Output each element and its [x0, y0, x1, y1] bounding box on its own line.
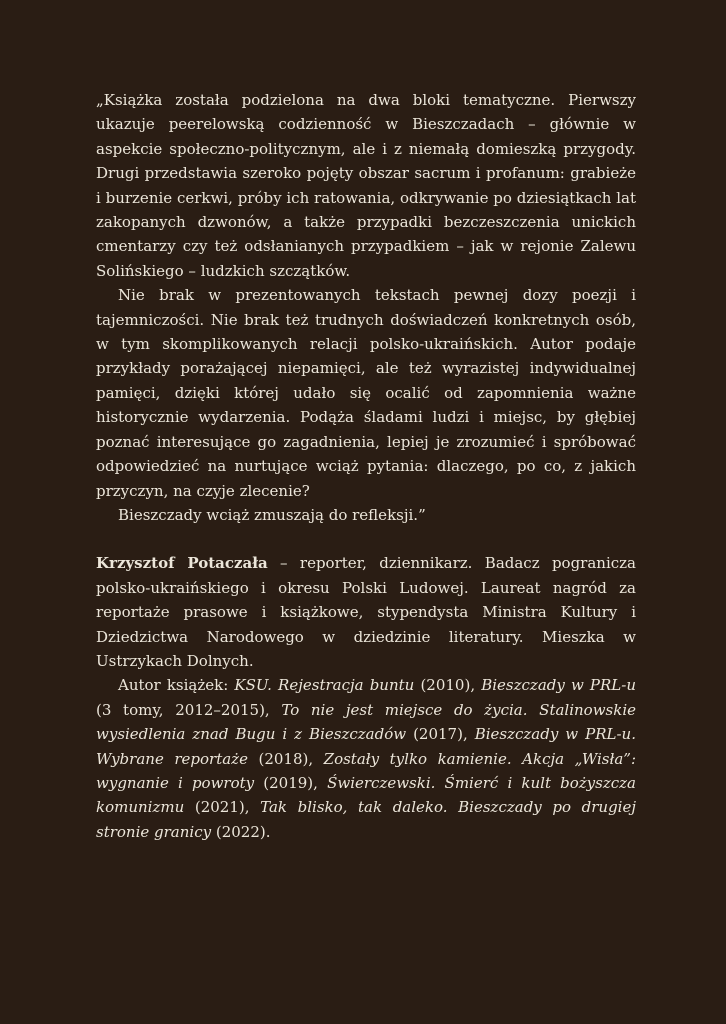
book-note: (2021), [184, 798, 261, 817]
book-note: (2019), [254, 773, 328, 792]
book-title: Zostały tylko kamienie. Akcja „Wisła”: wygnanie i powroty [96, 749, 636, 792]
back-cover-text [96, 88, 636, 844]
quote-paragraph-1: „Książka została podzielona na dwa bloki tematyczne. Pierwszy ukazuje peerelowską codzienność w Bieszczadach – głównie w aspekcie społeczno-politycznym, ale i z niemałą domieszką przygody. Drugi przedstawia szeroko pojęty obszar sacrum i profanum: grabieże i burzenie cerkwi, próby ich ratowania, odkrywanie po dziesiątkach lat zakopanych dzwonów, a także przypadki bezczeszczenia unickich cmentarzy czy też odsłanianych przypadkiem – jak w rejonie Zalewu Solińskiego – ludzkich szczątków. [96, 91, 636, 280]
book-title: To nie jest miejsce do życia. Stalinowskie wysiedlenia znad Bugu i z Bieszczadów [96, 700, 636, 744]
book-note: (2017), [406, 725, 475, 744]
author-books [96, 673, 636, 844]
book-note: (3 tomy, 2012–2015), [96, 700, 282, 719]
book-note: (2022). [211, 822, 271, 841]
book-title: Świerczewski. Śmierć i kult bożyszcza komunizmu [96, 773, 636, 817]
book-title: KSU. Rejestracja buntu [234, 676, 415, 695]
section-gap [96, 527, 636, 551]
author-name: Krzysztof Potaczała [96, 554, 268, 573]
books-intro: Autor książek: [118, 676, 235, 695]
author-bio [96, 551, 636, 673]
book-title: Tak blisko, tak daleko. Bieszczady po drugiej stronie granicy [96, 798, 637, 841]
book-title: Bieszczady w PRL-u [481, 676, 636, 695]
quote-paragraph-3: Bieszczady wciąż zmuszają do refleksji.” [118, 505, 426, 524]
quote-paragraph-2: Nie brak w prezentowanych tekstach pewnej dozy poezji i tajemniczości. Nie brak też trudnych doświadczeń konkretnych osób, w tym skomplikowanych relacji polsko-ukraińskich. Autor podaje przykłady porażającej niepamięci, ale też wyrazistej indywidualnej pamięci, dzięki której udało się ocalić od zapomnienia ważne historycznie wydarzenia. Podąża śladami ludzi i miejsc, by głębiej poznać interesujące go zagadnienia, lepiej je zrozumieć i spróbować odpowiedzieć na nurtujące wciąż pytania: dlaczego, po co, z jakich przyczyn, na czyje zlecenie? [96, 286, 636, 500]
book-title: Bieszczady w PRL-u. Wybrane reportaże [96, 725, 636, 768]
book-note: (2010), [414, 676, 482, 695]
book-note: (2018), [247, 749, 324, 768]
author-bio-text: – reporter, dziennikarz. Badacz pogranicza polsko-ukraińskiego i okresu Polski Ludowej. Laureat nagród za reportaże prasowe i książkowe, stypendysta Ministra Kultury i Dziedzictwa Narodowego w dziedzinie literatury. Mieszka w Ustrzykach Dolnych. [96, 554, 636, 670]
